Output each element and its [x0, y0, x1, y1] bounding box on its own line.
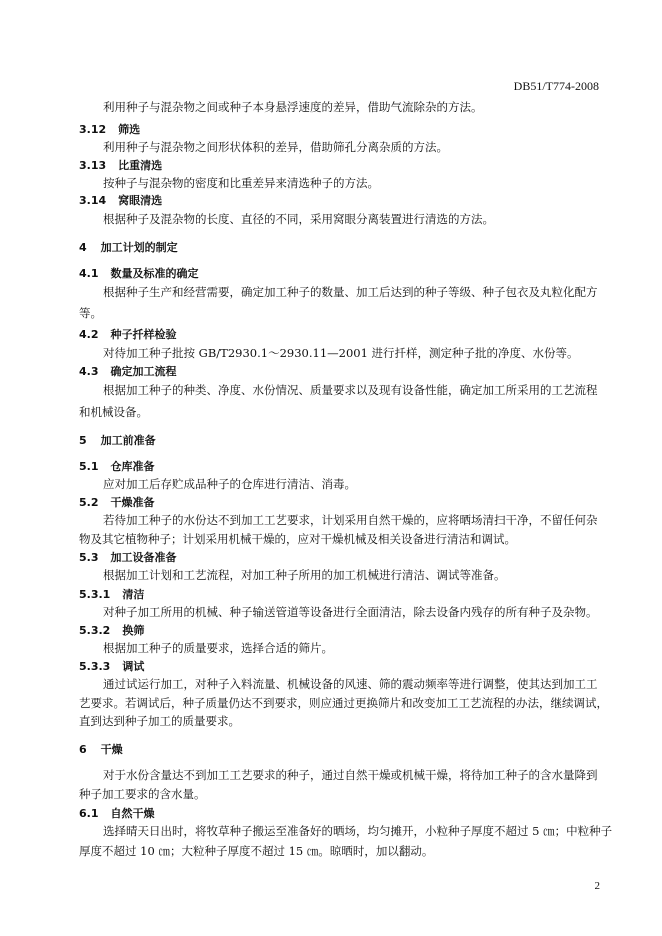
section-heading-3-14	[79, 192, 162, 208]
body-text: 根据加工种子的质量要求，选择合适的筛片。	[103, 641, 333, 655]
body-text: 种子加工要求的含水量。	[79, 787, 206, 801]
body-text: 对种子加工所用的机械、种子输送管道等设备进行全面清洁，除去设备内残存的所有种子及杂物。	[103, 605, 598, 619]
section-heading-4	[79, 239, 178, 255]
section-number: 5.2	[79, 496, 99, 509]
body-text: 根据种子生产和经营需要，确定加工种子的数量、加工后达到的种子等级、种子包衣及丸粒化配方	[103, 285, 598, 299]
section-title: 数量及标准的确定	[110, 267, 199, 280]
body-text: 根据加工种子的种类、净度、水份情况、质量要求以及现有设备性能，确定加工所采用的工艺流程	[103, 383, 598, 397]
section-number: 6	[79, 743, 87, 756]
section-heading-6-1	[79, 805, 155, 821]
section-title: 确定加工流程	[110, 365, 177, 378]
body-text: 对待加工种子批按 GB/T2930.1～2930.11—2001 进行扦样，测定种子批的净度、水份等。	[103, 346, 579, 360]
body-text: 根据种子及混杂物的长度、直径的不同，采用窝眼分离装置进行清选的方法。	[103, 212, 494, 226]
section-heading-5-3-3	[79, 658, 144, 674]
section-heading-6	[79, 741, 123, 757]
section-title: 干燥准备	[110, 496, 155, 509]
section-heading-3-13	[79, 157, 162, 173]
section-title: 加工计划的制定	[100, 241, 178, 254]
section-title: 调试	[122, 660, 145, 673]
section-number: 3.13	[79, 159, 107, 172]
body-text: 等。	[79, 306, 102, 320]
section-heading-5-1	[79, 458, 155, 474]
section-number: 5	[79, 434, 87, 447]
section-heading-4-3	[79, 363, 177, 379]
section-number: 4.1	[79, 267, 99, 280]
section-title: 自然干燥	[110, 807, 155, 820]
section-number: 4.3	[79, 365, 99, 378]
section-heading-3-12	[79, 121, 140, 137]
section-heading-5	[79, 432, 156, 448]
section-title: 加工前准备	[100, 434, 156, 447]
body-text: 艺要求。若调试后，种子质量仍达不到要求，则应通过更换筛片和改变加工工艺流程的办法，继续调试，	[79, 696, 608, 710]
body-text: 利用种子与混杂物之间或种子本身悬浮速度的差异，借助气流除杂的方法。	[103, 100, 483, 114]
section-heading-4-1	[79, 265, 199, 281]
section-title: 筛选	[118, 123, 141, 136]
section-heading-4-2	[79, 326, 177, 342]
section-number: 4	[79, 241, 87, 254]
body-text: 直到达到种子加工的质量要求。	[79, 714, 240, 728]
section-title: 清洁	[122, 588, 145, 601]
body-text: 厚度不超过 10 ㎝；大粒种子厚度不超过 15 ㎝。晾晒时，加以翻动。	[79, 844, 434, 858]
section-number: 4.2	[79, 328, 99, 341]
section-heading-5-3-2	[79, 622, 144, 638]
body-text: 利用种子与混杂物之间形状体积的差异，借助筛孔分离杂质的方法。	[103, 140, 448, 154]
section-title: 窝眼清选	[118, 194, 163, 207]
body-text: 按种子与混杂物的密度和比重差异来清选种子的方法。	[103, 176, 379, 190]
section-title: 换筛	[122, 624, 145, 637]
section-title: 加工设备准备	[110, 551, 177, 564]
document-code: DB51/T774-2008	[513, 79, 599, 93]
body-text: 若待加工种子的水份达不到加工工艺要求，计划采用自然干燥的，应将晒场清扫干净，不留任何杂	[103, 513, 598, 527]
body-text: 根据加工计划和工艺流程，对加工种子所用的加工机械进行清洁、调试等准备。	[103, 568, 506, 582]
body-text: 应对加工后存贮成品种子的仓库进行清洁、消毒。	[103, 477, 356, 491]
body-text: 对于水份含量达不到加工工艺要求的种子，通过自然干燥或机械干燥，将待加工种子的含水量降到	[103, 768, 598, 782]
section-heading-5-3	[79, 549, 177, 565]
section-heading-5-3-1	[79, 586, 144, 602]
section-title: 比重清选	[118, 159, 163, 172]
section-title: 仓库准备	[110, 460, 155, 473]
section-number: 5.1	[79, 460, 99, 473]
section-number: 3.12	[79, 123, 107, 136]
section-title: 干燥	[100, 743, 123, 756]
section-number: 3.14	[79, 194, 107, 207]
section-heading-5-2	[79, 494, 155, 510]
page-number: 2	[594, 880, 600, 892]
section-number: 5.3	[79, 551, 99, 564]
body-text: 物及其它植物种子；计划采用机械干燥的，应对干燥机械及相关设备进行清洁和调试。	[79, 532, 516, 546]
section-number: 5.3.1	[79, 588, 111, 601]
section-title: 种子扦样检验	[110, 328, 177, 341]
body-text: 选择晴天日出时，将牧草种子搬运至准备好的晒场，均匀摊开，小粒种子厚度不超过 5 ㎝；中粒种子	[103, 824, 613, 838]
section-number: 5.3.3	[79, 660, 111, 673]
section-number: 5.3.2	[79, 624, 111, 637]
body-text: 和机械设备。	[79, 405, 148, 419]
body-text: 通过试运行加工，对种子入料流量、机械设备的风速、筛的震动频率等进行调整，使其达到加工工	[103, 677, 598, 691]
section-number: 6.1	[79, 807, 99, 820]
